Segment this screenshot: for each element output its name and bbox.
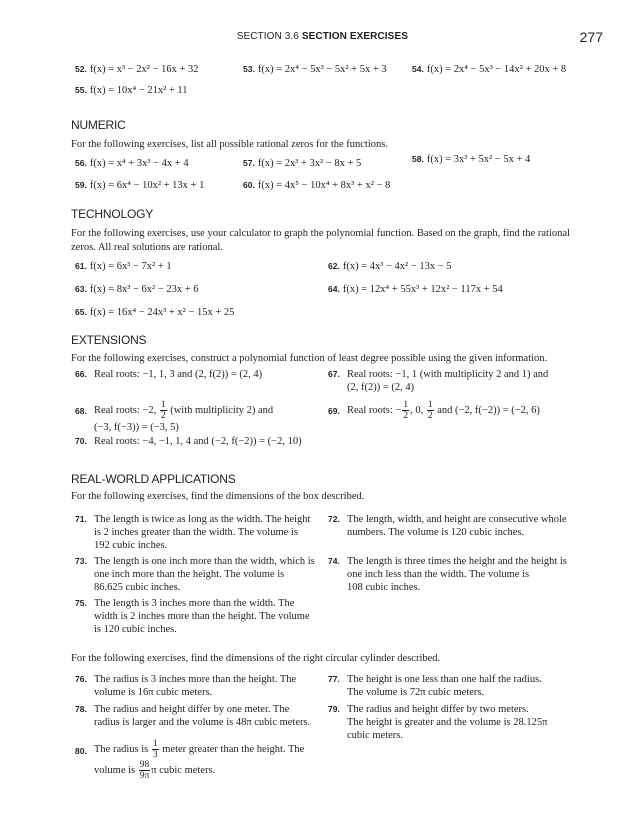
exercise-number: 59. — [75, 180, 87, 190]
exercise-text: f(x) = 8x³ − 6x² − 23x + 6 — [89, 284, 199, 295]
exercise-text: f(x) = 10x⁴ − 21x² + 11 — [89, 85, 188, 96]
text-line: radius is larger and the volume is 48π cubic meters. — [94, 717, 311, 728]
exercise-text — [347, 400, 540, 421]
exercise-68 — [75, 400, 325, 434]
exercise-text — [94, 555, 315, 594]
exercise-text: f(x) = 4x³ − 4x² − 13x − 5 — [342, 261, 452, 272]
exercise-62 — [328, 260, 452, 273]
text-line: width is 2 inches more than the height. The volume — [94, 611, 310, 622]
exercise-number: 76. — [75, 674, 87, 684]
exercise-text: Real roots: −4, −1, 1, 4 and (−2, f(−2)) = (−2, 10) — [94, 436, 302, 447]
exercise-text — [347, 703, 547, 742]
exercise-text — [94, 703, 310, 729]
exercise-71 — [75, 513, 325, 553]
exercise-67 — [328, 368, 588, 396]
text-part: volume is — [94, 764, 136, 776]
exercise-number: 80. — [75, 746, 87, 756]
text-line: The radius and height differ by two meters. — [347, 704, 529, 715]
exercise-text — [94, 739, 304, 781]
exercise-78 — [75, 703, 325, 731]
exercise-text: f(x) = 2x³ + 3x² − 8x + 5 — [257, 158, 362, 169]
exercise-number: 74. — [328, 556, 340, 566]
text-line: The length is one inch more than the width, which is — [94, 556, 315, 567]
text-line: The height is one less than one half the radius. — [347, 674, 542, 685]
exercise-59 — [75, 179, 204, 192]
exercise-number: 54. — [412, 64, 424, 74]
text-line: (−3, f(−3)) = (−3, 5) — [94, 422, 179, 433]
exercise-text — [347, 673, 542, 699]
text-line: Real roots: −1, 1 (with multiplicity 2 and 1) and — [347, 369, 549, 380]
exercise-text: f(x) = 6x⁴ − 10x² + 13x + 1 — [89, 180, 205, 191]
instructions-numeric: For the following exercises, list all possible rational zeros for the functions. — [71, 139, 388, 150]
exercise-number: 68. — [75, 406, 87, 416]
text-line: one inch less than the width. The volume is — [347, 569, 530, 580]
text-part: meter greater than the height. The — [162, 743, 305, 755]
exercise-number: 69. — [328, 406, 340, 416]
exercise-58 — [412, 153, 530, 166]
exercise-number: 73. — [75, 556, 87, 566]
text-line: cubic meters. — [347, 730, 403, 741]
fraction — [139, 760, 151, 781]
exercise-80 — [75, 739, 335, 785]
exercise-number: 77. — [328, 674, 340, 684]
exercise-77 — [328, 673, 588, 701]
heading-real-world: REAL-WORLD APPLICATIONS — [71, 472, 236, 486]
exercise-54 — [412, 63, 566, 76]
exercise-60 — [243, 179, 390, 192]
exercise-number: 75. — [75, 598, 87, 608]
text-line: The height is greater and the volume is 28.125π — [347, 717, 548, 728]
exercise-text: f(x) = 4x⁵ − 10x⁴ + 8x³ + x² − 8 — [257, 180, 391, 191]
exercise-73 — [75, 555, 325, 595]
exercise-number: 61. — [75, 261, 87, 271]
fraction-denominator: 3 — [152, 750, 158, 760]
instructions-extensions: For the following exercises, construct a polynomial function of least degree possible using the given information. — [71, 353, 548, 364]
running-header — [0, 29, 630, 45]
exercise-number: 66. — [75, 369, 87, 379]
exercise-text — [347, 368, 548, 394]
text-part: Real roots: −2, — [94, 404, 157, 416]
exercise-number: 79. — [328, 704, 340, 714]
text-line: 192 cubic inches. — [94, 540, 168, 551]
exercise-text — [94, 400, 273, 434]
exercise-text — [94, 673, 296, 699]
exercise-text — [347, 513, 567, 539]
text-line: The radius is 3 inches more than the height. The — [94, 674, 297, 685]
exercise-number: 57. — [243, 158, 255, 168]
exercise-number: 78. — [75, 704, 87, 714]
exercise-text — [347, 555, 567, 594]
fraction-denominator: 2 — [427, 411, 433, 421]
text-part: π cubic meters. — [151, 764, 216, 776]
text-part: and (−2, f(−2)) = (−2, 6) — [437, 404, 540, 416]
text-line: The length is twice as long as the width. The height — [94, 514, 311, 525]
fraction — [427, 400, 434, 421]
text-line: The radius and height differ by one meter. The — [94, 704, 290, 715]
text-part: Real roots: − — [347, 404, 402, 416]
fraction — [152, 739, 159, 760]
text-part: The radius is — [94, 743, 149, 755]
text-line: The volume is 72π cubic meters. — [347, 687, 485, 698]
text-line: The length is three times the height and the height is — [347, 556, 567, 567]
heading-technology: TECHNOLOGY — [71, 207, 154, 221]
text-line: 108 cubic inches. — [347, 582, 421, 593]
exercise-70 — [75, 435, 375, 449]
exercise-72 — [328, 513, 588, 541]
fraction — [160, 400, 167, 421]
exercise-number: 60. — [243, 180, 255, 190]
exercise-66 — [75, 368, 315, 382]
heading-extensions: EXTENSIONS — [71, 333, 147, 347]
fraction-denominator: 2 — [403, 411, 409, 421]
fraction-denominator: 2 — [160, 411, 166, 421]
fraction-numerator: 1 — [427, 400, 433, 410]
exercise-number: 56. — [75, 158, 87, 168]
section-title — [237, 31, 408, 42]
exercise-text: f(x) = 3x³ + 5x² − 5x + 4 — [426, 154, 531, 165]
text-line: numbers. The volume is 120 cubic inches. — [347, 527, 525, 538]
text-line: (2, f(2)) = (2, 4) — [347, 382, 415, 393]
exercise-number: 65. — [75, 307, 87, 317]
text-line: The length is 3 inches more than the width. The — [94, 598, 295, 609]
text-line: is 120 cubic inches. — [94, 624, 177, 635]
exercise-number: 58. — [412, 154, 424, 164]
fraction-numerator: 1 — [160, 400, 166, 410]
fraction-numerator: 1 — [152, 739, 158, 749]
fraction-denominator: 9π — [139, 771, 150, 781]
exercise-61 — [75, 260, 172, 273]
exercise-number: 53. — [243, 64, 255, 74]
exercise-number: 63. — [75, 284, 87, 294]
exercise-text: f(x) = x³ − 2x² − 16x + 32 — [89, 64, 199, 75]
instructions-technology: For the following exercises, use your calculator to graph the polynomial function. Based on the graph, find the rational zeros. All real solutions are rational. — [71, 228, 570, 253]
exercise-number: 55. — [75, 85, 87, 95]
exercise-text: f(x) = 12x⁴ + 55x³ + 12x² − 117x + 54 — [342, 284, 503, 295]
text-part: (with multiplicity 2) and — [170, 404, 274, 416]
exercise-number: 71. — [75, 514, 87, 524]
exercise-53 — [243, 63, 387, 76]
text-line: 86.625 cubic inches. — [94, 582, 181, 593]
exercise-text — [94, 597, 310, 636]
instructions-box: For the following exercises, find the dimensions of the box described. — [71, 491, 365, 502]
text-line: one inch more than the height. The volume is — [94, 569, 285, 580]
page-number: 277 — [579, 29, 603, 45]
exercise-number: 70. — [75, 436, 87, 446]
text-line: is 2 inches greater than the width. The volume is — [94, 527, 298, 538]
exercise-65 — [75, 306, 234, 319]
exercise-55 — [75, 84, 188, 97]
exercise-56 — [75, 157, 189, 170]
section-heading: SECTION EXERCISES — [301, 31, 408, 42]
exercise-74 — [328, 555, 588, 595]
text-part: , 0, — [410, 404, 424, 416]
exercise-75 — [75, 597, 325, 637]
exercise-text: Real roots: −1, 1, 3 and (2, f(2)) = (2, 4) — [94, 369, 263, 380]
fraction — [402, 400, 409, 421]
exercise-number: 67. — [328, 369, 340, 379]
exercise-number: 64. — [328, 284, 340, 294]
exercise-text — [94, 513, 310, 552]
heading-numeric: NUMERIC — [71, 118, 126, 132]
exercise-number: 52. — [75, 64, 87, 74]
exercise-79 — [328, 703, 588, 743]
exercise-number: 62. — [328, 261, 340, 271]
exercise-52 — [75, 63, 199, 76]
exercise-64 — [328, 283, 503, 296]
text-line: The length, width, and height are consecutive whole — [347, 514, 567, 525]
exercise-69 — [328, 400, 588, 424]
fraction-numerator: 98 — [139, 760, 150, 770]
exercise-number: 72. — [328, 514, 340, 524]
exercise-text: f(x) = 2x⁴ − 5x³ − 14x² + 20x + 8 — [426, 64, 567, 75]
text-line: volume is 16π cubic meters. — [94, 687, 213, 698]
exercise-text: f(x) = 2x⁴ − 5x³ − 5x² + 5x + 3 — [257, 64, 387, 75]
section-label: SECTION 3.6 — [236, 31, 299, 42]
exercise-text: f(x) = 16x⁴ − 24x³ + x² − 15x + 25 — [89, 307, 235, 318]
exercise-text: f(x) = 6x³ − 7x² + 1 — [89, 261, 172, 272]
exercise-text: f(x) = x⁴ + 3x³ − 4x + 4 — [89, 158, 189, 169]
exercise-57 — [243, 157, 361, 170]
exercise-63 — [75, 283, 199, 296]
exercise-76 — [75, 673, 325, 701]
fraction-numerator: 1 — [403, 400, 409, 410]
instructions-cylinder: For the following exercises, find the dimensions of the right circular cylinder described. — [71, 653, 441, 664]
